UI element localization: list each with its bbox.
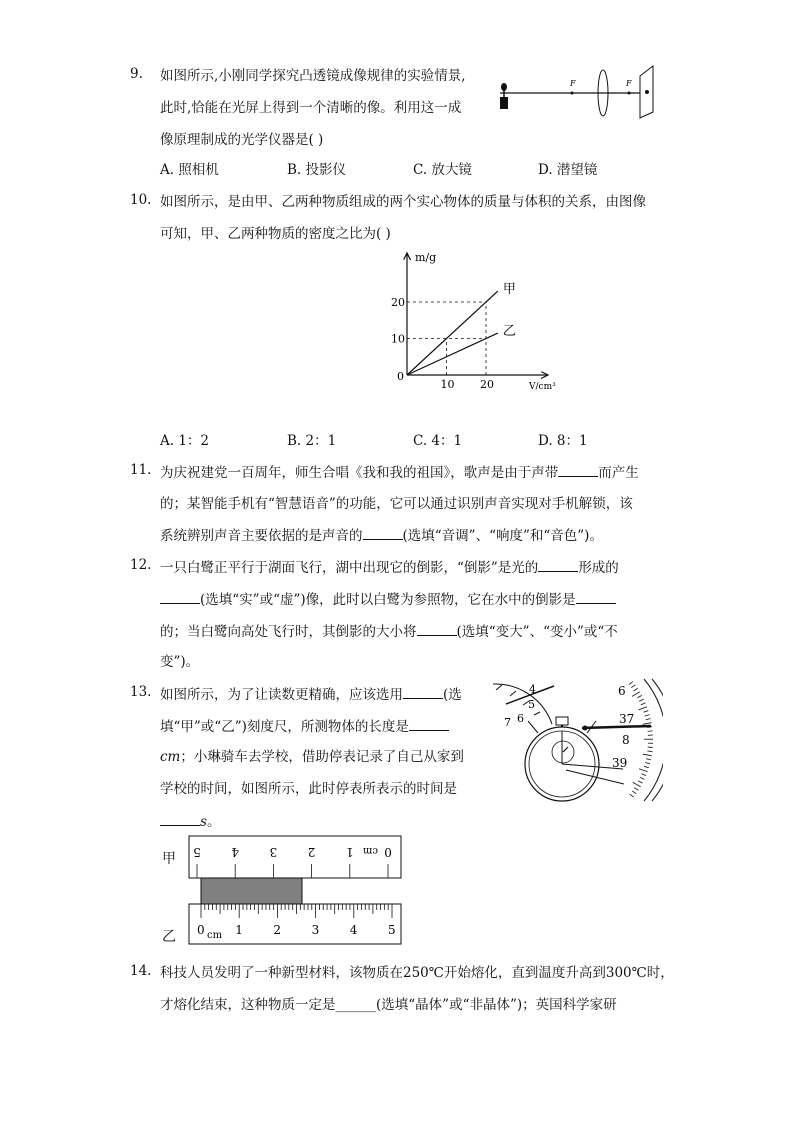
question-text: s。 [160,811,220,832]
question-number: 11. [130,462,152,478]
question-text: 系统辨别声音主要依据的是声音的 (选填“音调”、“响度”和“音色”)。 [160,525,603,546]
big-dial-label: 39 [612,756,628,770]
scale-tick [637,695,641,697]
screen-image-dot [645,90,649,94]
ruler-jia [189,836,401,878]
answer-blank[interactable] [363,525,403,540]
question-text: 变”)。 [160,654,200,670]
series-label: 甲 [502,282,516,298]
scale-tick [632,791,636,794]
scale-tick [645,715,650,716]
ruler-yi-unit: cm [207,930,223,941]
ruler-jia-number: 1 [345,845,354,859]
question-text: (选填“实”或“虚”)像，此时以白鹭为参照物，它在水中的倒影是 [160,589,616,610]
answer-blank[interactable] [160,811,200,826]
answer-blank[interactable] [403,684,443,699]
x-tick-label: 20 [480,378,494,391]
question-text: 的；某智能手机有“智慧语音”的功能，它可以通过识别声音实现对手机解锁，该 [160,496,633,512]
question-text: 此时,恰能在光屏上得到一个清晰的像。利用这一成 [160,100,462,116]
y-axis-label: m/g [415,251,437,264]
ruler-jia-number: 2 [307,845,316,859]
question-number: 10. [130,192,152,208]
big-dial-label: 8 [622,733,630,747]
scale-tick [639,769,647,772]
small-dial-label: 7 [504,716,511,729]
scale-tick [638,781,642,783]
option-a: A. 1：2 [160,433,210,449]
series-label: 乙 [502,324,516,340]
ruler-jia-number: 0 [384,845,392,859]
option-a: A. 照相机 [160,162,219,178]
scale-tick [646,759,651,760]
ruler-jia-unit: cm [362,845,378,856]
small-dial-label: 4 [529,683,536,696]
scale-tick [639,707,647,710]
question-text: 学校的时间，如图所示，此时停表所表示的时间是 [160,781,457,797]
focus-label-right: F [626,79,632,88]
focus-label-left: F [570,79,576,88]
question-text: 填“甲”或“乙”)刻度尺，所测物体的长度是 [160,716,449,737]
ruler-jia-number: 5 [193,845,201,859]
answer-blank[interactable] [409,716,449,731]
ruler-yi-number: 2 [273,923,282,937]
question-text: 如图所示，是由甲、乙两种物质组成的两个实心物体的质量与体积的关系，由图像 [160,194,646,210]
ruler-yi-label: 乙 [162,929,176,945]
scale-tick [641,703,646,705]
lens-experiment-figure [490,60,660,120]
ruler-yi-number: 4 [349,923,358,937]
scale-tick [644,711,649,713]
series-line [407,291,498,375]
crown-button [556,717,568,725]
question-text: 像原理制成的光学仪器是( ) [160,132,324,148]
question-text: 为庆祝建党一百周年，师生合唱《我和我的祖国》，歌声是由于声带 而产生 [160,462,639,483]
option-b: B. 2：1 [287,433,337,449]
question-text: cm；小琳骑车去学校，借助停表记录了自己从家到 [160,749,464,765]
scale-tick [646,719,651,720]
scale-tick [647,751,652,752]
question-text: 可知，甲、乙两种物质的密度之比为( ) [160,226,391,242]
ruler-jia-label: 甲 [162,851,176,867]
question-text: 科技人员发明了一种新型材料，该物质在250℃开始熔化，直到温度升高到300℃时， [160,965,674,981]
scale-tick [632,692,640,697]
scale-tick [631,685,635,688]
scale-tick [633,782,641,786]
small-dial-label: 5 [528,698,535,711]
scale-tick [634,788,638,791]
answer-blank[interactable] [538,557,578,572]
second-scale-arc [644,679,663,801]
scale-tick [633,688,637,691]
scale-tick [639,699,644,701]
big-dial-label: 37 [619,712,635,726]
question-text: 的；当白鹭向高处飞行时，其倒影的大小将 (选填“变大”、“变小”或“不 [160,621,618,642]
ruler-yi-number: 1 [235,923,243,937]
series-line [407,333,498,375]
answer-blank[interactable] [576,589,616,604]
ruler-jia-number: 3 [269,845,278,859]
x-axis-label: V/cm³ [529,382,556,392]
ruler-jia-number: 4 [231,845,240,859]
scale-tick [629,682,633,685]
small-dial-label: 6 [517,712,524,725]
question-text: 如图所示，为了让读数更精确，应该选用 (选 [160,684,462,705]
ruler-yi-number: 5 [388,923,396,937]
ruler-yi-number: 3 [311,923,320,937]
scale-tick [643,723,652,725]
option-c: C. 放大镜 [413,162,472,178]
candle-icon [500,83,508,109]
big-dial-label: 6 [618,684,626,698]
stopwatch-figure [488,676,663,811]
question-number: 12. [130,557,152,573]
scale-tick [645,763,650,764]
mass-volume-chart [380,245,590,400]
scale-tick [644,766,649,767]
ruler-yi-number: 0 [197,923,205,937]
question-number: 13. [130,684,152,700]
y-tick-label: 10 [391,332,405,346]
question-text: 如图所示,小刚同学探究凸透镜成像规律的实验情景, [160,68,466,84]
rulers-figure [188,834,404,946]
question-number: 14. [130,963,152,979]
y-tick-label: 20 [391,296,405,309]
question-number: 9. [130,66,143,82]
question-text: 一只白鹭正平行于湖面飞行，湖中出现它的倒影，“倒影”是光的 形成的 [160,557,619,578]
scale-tick [640,777,645,779]
answer-blank[interactable] [160,589,200,604]
answer-blank[interactable] [417,621,457,636]
focus-point-left [571,92,574,95]
scale-tick [641,774,646,776]
option-d: D. 8：1 [538,433,588,449]
option-c: C. 4：1 [413,433,463,449]
x-tick-label: 10 [440,378,455,391]
focus-point-right [628,92,631,95]
scale-tick [630,794,634,797]
option-d: D. 潜望镜 [538,162,598,178]
scale-tick [643,754,652,755]
origin-label: 0 [397,370,404,383]
measured-object [201,878,302,904]
question-text: 才熔化结束，这种物质一定是______(选填“晶体”或“非晶体”)；英国科学家研 [160,997,617,1013]
option-b: B. 投影仪 [287,162,347,178]
answer-blank[interactable] [558,462,598,477]
